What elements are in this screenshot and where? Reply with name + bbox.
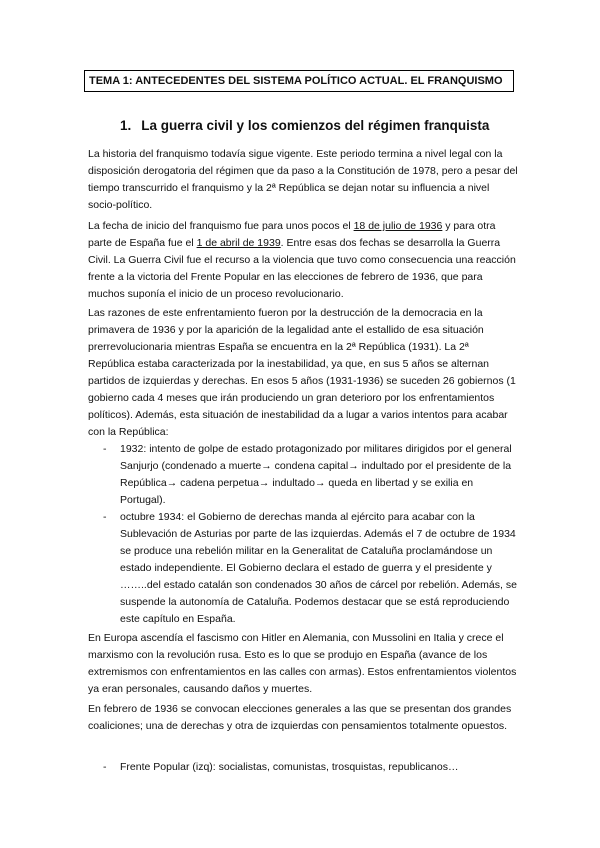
dates-text-c: . Entre esas dos fechas se desarrolla la Guerra Civil. La Guerra Civil fue el recurso a la violencia que tuvo como consecuencia una reacción frente a la victoria del Frente Popular en las elecciones de febrero de 1936, que para muchos suponía el inicio de un proceso revolucionario. bbox=[88, 237, 516, 300]
date-end: 1 de abril de 1939 bbox=[196, 237, 281, 249]
bullet-dash: - bbox=[103, 761, 107, 773]
paragraph-dates bbox=[88, 218, 518, 303]
list-item: octubre 1934: el Gobierno de derechas manda al ejército para acabar con la Sublevación de Asturias por parte de las izquierdas. Además el 7 de octubre de 1934 se produce una rebelión militar en la Generalitat de Cataluña proclamándose un estado independiente. El Gobierno declara el estado de guerra y el presidente y ……..del estado catalán son condenados 30 años de cárcel por rebelión. Además, se suspende la autonomía de Cataluña. Podemos destacar que se está reproduciendo este capítulo en España. bbox=[120, 511, 517, 625]
bullet-dash: - bbox=[103, 443, 107, 455]
paragraph-europe: En Europa ascendía el fascismo con Hitler en Alemania, con Mussolini en Italia y crece el marxismo con la revolución rusa. Esto es lo que se produjo en España (avance de los extremismos con enfrentamientos en las calles con armas). Estos enfrentamientos violentos ya eran personales, causando daños y muertes. bbox=[88, 632, 517, 695]
section-heading bbox=[120, 118, 489, 133]
topic-title: TEMA 1: ANTECEDENTES DEL SISTEMA POLÍTICO ACTUAL. EL FRANQUISMO bbox=[84, 70, 514, 92]
list-item: 1932: intento de golpe de estado protagonizado por militares dirigidos por el general Sanjurjo (condenado a muerte→ condena capital→ indultado por el presidente de la República→ cadena perpetua→ indultado→ queda en libertad y se exilia en Portugal). bbox=[120, 443, 512, 506]
date-start: 18 de julio de 1936 bbox=[353, 220, 443, 232]
dates-text-a: La fecha de inicio del franquismo fue para unos pocos el bbox=[88, 220, 354, 232]
list-item: Frente Popular (izq): socialistas, comunistas, trosquistas, republicanos… bbox=[120, 761, 459, 773]
paragraph-reasons: Las razones de este enfrentamiento fueron por la destrucción de la democracia en la primavera de 1936 y por la aparición de la legalidad ante el estallido de esa situación prerrevolucionaria mientras España se encuentra en la 2ª República (1931). La 2ª República estaba caracterizada por la inestabilidad, ya que, en sus 5 años se alternan partidos de izquierdas y derechas. En esos 5 años (1931-1936) se suceden 26 gobiernos (1 gobierno cada 4 meses que irán produciendo un gran deterioro por los enfrentamientos políticos). Además, esta situación de inestabilidad da a lugar a varios intentos para acabar con la República: bbox=[88, 307, 516, 438]
section-heading-text: La guerra civil y los comienzos del régimen franquista bbox=[141, 118, 490, 133]
bullet-dash: - bbox=[103, 511, 107, 523]
dates-text-b: y para otra parte de España fue el bbox=[88, 220, 496, 249]
paragraph-intro: La historia del franquismo todavía sigue vigente. Este periodo termina a nivel legal con la disposición derogatoria del régimen que da paso a la Constitución de 1978, pero a pesar del tiempo transcurrido el franquismo y la 2ª República se dejan notar su influencia a nivel socio-político. bbox=[88, 148, 518, 211]
section-number: 1. bbox=[120, 118, 132, 133]
paragraph-elections: En febrero de 1936 se convocan elecciones generales a las que se presentan dos grandes coaliciones; una de derechas y otra de izquierdas con pensamientos totalmente opuestos. bbox=[88, 703, 512, 732]
